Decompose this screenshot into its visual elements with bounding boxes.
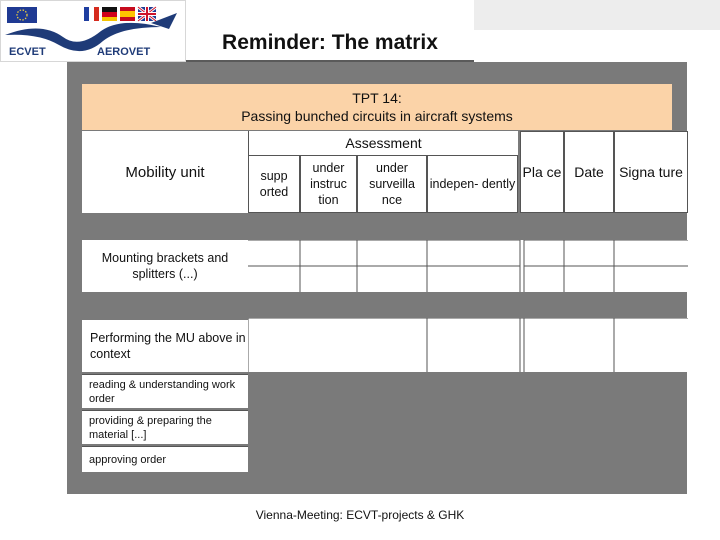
row-mounting-label: Mounting brackets and splitters (...) <box>82 240 248 292</box>
row-reading-label: reading & understanding work order <box>82 374 248 408</box>
tpt-header <box>82 84 672 130</box>
logo-graphic <box>1 1 187 63</box>
row-mounting-lines <box>248 240 688 292</box>
slide-footer: Vienna-Meeting: ECVT-projects & GHK <box>255 508 465 522</box>
assessment-header: Assessment <box>248 131 518 155</box>
col-signature: Signa ture <box>614 131 688 213</box>
svg-text:ECVET: ECVET <box>9 46 46 58</box>
col-under-instruction: under instruc tion <box>300 155 357 213</box>
svg-text:AEROVET: AEROVET <box>97 46 151 58</box>
col-place: Pla ce <box>520 131 564 213</box>
col-date: Date <box>564 131 614 213</box>
tpt-code: TPT 14: <box>352 90 402 106</box>
slide-title: Reminder: The matrix <box>186 28 474 62</box>
col-independently: indepen- dently <box>427 155 518 213</box>
row-performing-lines <box>248 318 688 372</box>
row-performing-label: Performing the MU above in context <box>82 320 248 372</box>
header-grey-band <box>474 0 720 30</box>
project-logo <box>0 0 186 62</box>
col-under-surveillance: under surveilla nce <box>357 155 427 213</box>
row-providing-label: providing & preparing the material [...] <box>82 410 248 444</box>
tpt-title: Passing bunched circuits in aircraft systems <box>241 108 513 124</box>
col-supported: supp orted <box>248 155 300 213</box>
row-mounting-grid <box>248 240 688 292</box>
row-performing-grid <box>248 318 688 372</box>
mobility-unit-header: Mobility unit <box>82 131 248 213</box>
row-approving-label: approving order <box>82 446 248 472</box>
